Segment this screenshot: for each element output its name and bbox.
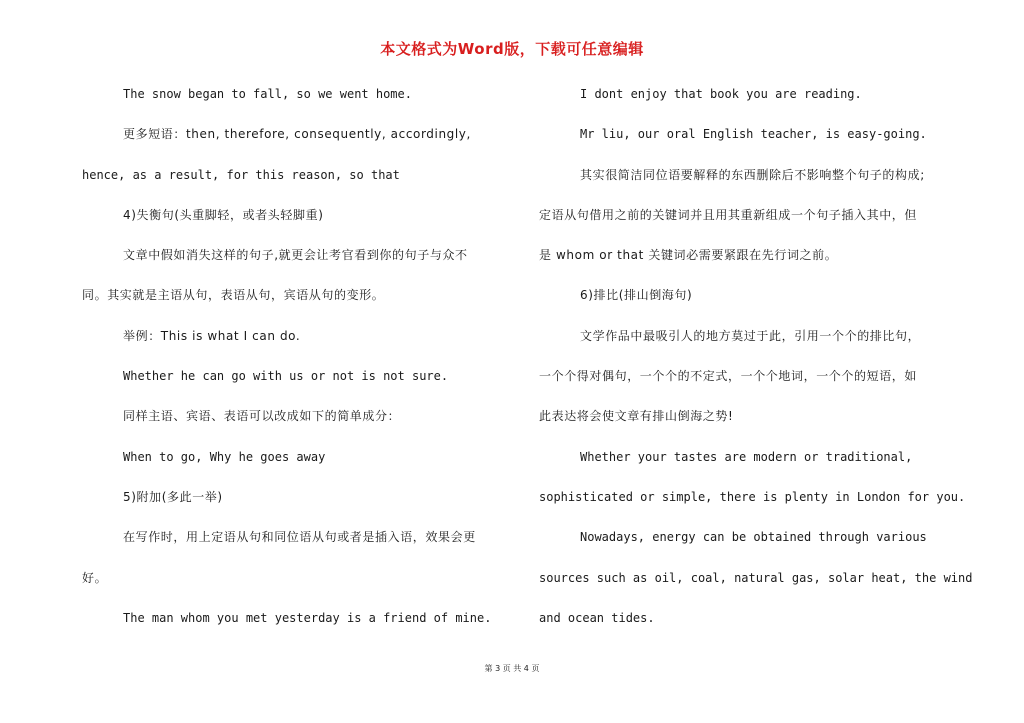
- text-line: 文章中假如消失这样的句子,就更会让考官看到你的句子与众不: [123, 248, 468, 263]
- text-line: 是 whom or that 关键词必需要紧跟在先行词之前。: [539, 248, 838, 263]
- text-line: 其实很简洁同位语要解释的东西删除后不影响整个句子的构成;: [580, 167, 925, 182]
- text-line: When to go, Why he goes away: [123, 449, 326, 464]
- text-line: 更多短语：then, therefore, consequently, accordingly,: [123, 127, 471, 142]
- text-line: 好。: [82, 570, 108, 585]
- left-column: [82, 84, 502, 648]
- text-line: 同样主语、宾语、表语可以改成如下的简单成分：: [123, 409, 401, 424]
- text-line: and ocean tides.: [539, 610, 655, 625]
- page-number: 第 3 页 共 4 页: [484, 664, 540, 673]
- text-line: The snow began to fall, so we went home.: [123, 87, 412, 101]
- section-heading: 5)附加(多此一举): [123, 489, 223, 504]
- text-line: sources such as oil, coal, natural gas, solar heat, the wind: [539, 570, 973, 585]
- text-line: 文学作品中最吸引人的地方莫过于此，引用一个个的排比句，: [580, 328, 921, 343]
- text-line: 举例：This is what I can do.: [123, 328, 301, 343]
- text-line: sophisticated or simple, there is plenty in London for you.: [539, 489, 966, 504]
- text-line: 在写作时，用上定语从句和同位语从句或者是插入语，效果会更: [123, 530, 476, 545]
- text-line: Mr liu, our oral English teacher, is easy-going.: [580, 127, 927, 142]
- text-line: hence, as a result, for this reason, so that: [82, 167, 400, 182]
- text-line: Whether your tastes are modern or traditional,: [580, 449, 913, 464]
- text-line: 此表达将会使文章有排山倒海之势!: [539, 409, 734, 424]
- section-heading: 4)失衡句(头重脚轻，或者头轻脚重): [123, 207, 324, 222]
- text-line: The man whom you met yesterday is a friend of mine.: [123, 610, 492, 625]
- text-line: I dont enjoy that book you are reading.: [580, 87, 862, 101]
- text-line: 同。其实就是主语从句，表语从句，宾语从句的变形。: [82, 288, 385, 303]
- text-line: 一个个得对偶句，一个个的不定式，一个个地词，一个个的短语，如: [539, 369, 918, 384]
- text-line: 定语从句借用之前的关键词并且用其重新组成一个句子插入其中，但: [539, 207, 918, 222]
- right-column: [539, 84, 973, 648]
- document-header-notice: 本文格式为Word版，下载可任意编辑: [380, 40, 644, 58]
- text-line: Nowadays, energy can be obtained through various: [580, 530, 927, 545]
- text-line: Whether he can go with us or not is not sure.: [123, 369, 449, 384]
- section-heading: 6)排比(排山倒海句): [580, 288, 693, 303]
